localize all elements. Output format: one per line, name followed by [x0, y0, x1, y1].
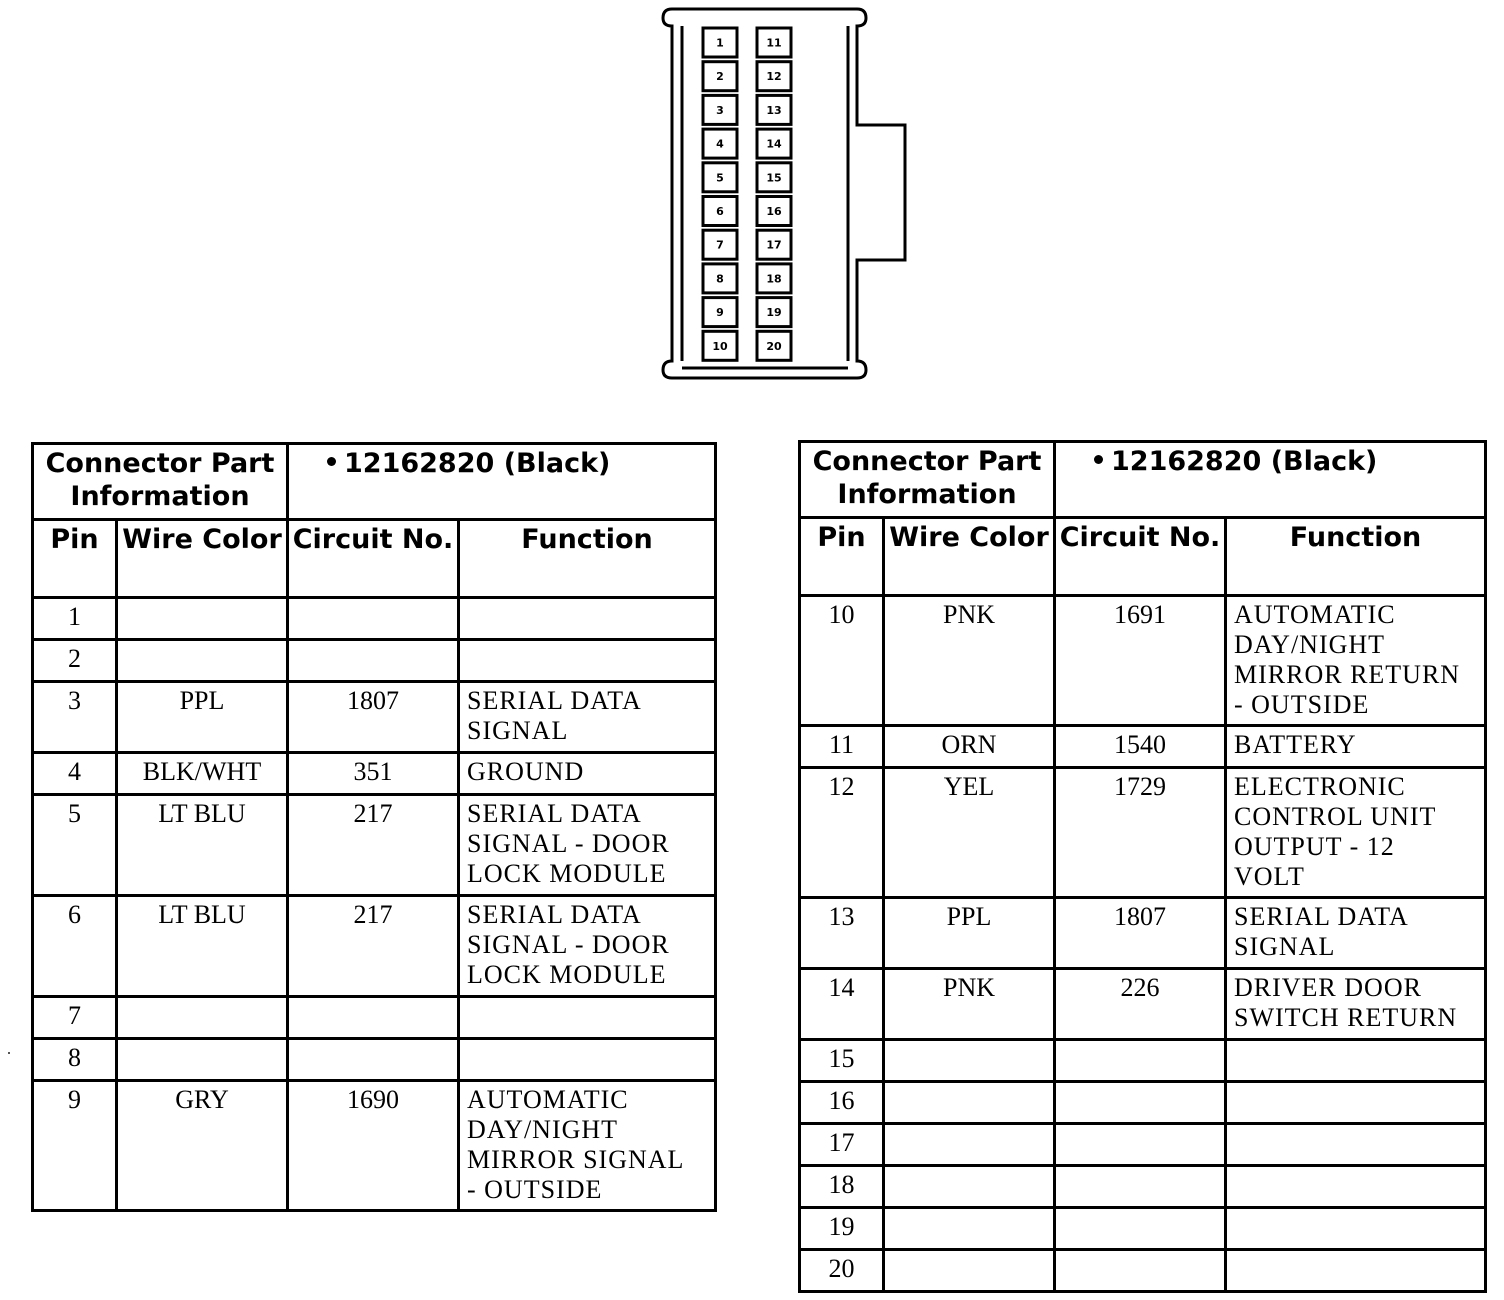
pin-number-label: 18 [766, 272, 782, 286]
table-body-right [800, 596, 1486, 1292]
part-number-text: 12162820 (Black) [1111, 446, 1378, 477]
pin-number-label: 13 [766, 103, 782, 117]
pin-cell: 6 [33, 896, 117, 997]
table-row [33, 682, 716, 753]
pin-cavity-18 [757, 264, 791, 293]
circuit-no-cell: 1540 [1055, 726, 1226, 768]
function-cell: SERIAL DATA SIGNAL - DOOR LOCK MODULE [459, 896, 716, 997]
pin-number-label: 10 [712, 339, 728, 353]
pin-cavity-16 [757, 197, 791, 226]
pin-number-label: 1 [716, 36, 724, 50]
pin-cell: 17 [800, 1124, 884, 1166]
pin-number-label: 8 [716, 272, 724, 286]
pinout-table-right [798, 440, 1487, 1293]
pin-cell: 7 [33, 997, 117, 1039]
pin-cell: 8 [33, 1039, 117, 1081]
wire-color-cell [117, 1039, 288, 1081]
part-info-label: Connector Part Information [800, 442, 1055, 518]
pin-cell: 2 [33, 640, 117, 682]
table-row [800, 1166, 1486, 1208]
pin-cavity-11 [757, 28, 791, 57]
function-cell [1226, 1124, 1486, 1166]
table-row [800, 1250, 1486, 1292]
pin-number-label: 15 [766, 171, 782, 185]
circuit-no-cell [288, 598, 459, 640]
pin-number-label: 16 [766, 205, 782, 218]
part-number-text: 12162820 (Black) [344, 448, 611, 479]
circuit-no-cell: 1691 [1055, 596, 1226, 726]
col-header-circuit-no: Circuit No. [1055, 518, 1226, 596]
wire-color-cell [117, 598, 288, 640]
wire-color-cell: ORN [884, 726, 1055, 768]
pin-cavity-2 [703, 62, 737, 91]
bullet-icon [1094, 455, 1103, 464]
pin-cavity-5 [703, 163, 737, 192]
scan-speck [8, 1052, 10, 1054]
table-row [800, 1040, 1486, 1082]
col-header-function: Function [459, 520, 716, 598]
circuit-no-cell [288, 640, 459, 682]
part-number [288, 444, 716, 520]
wire-color-cell: LT BLU [117, 896, 288, 997]
pin-number-label: 9 [716, 306, 724, 320]
pin-number-label: 11 [766, 36, 782, 50]
pin-number-label: 3 [716, 103, 724, 117]
pin-cavity-3 [703, 95, 737, 124]
function-cell: ELECTRONIC CONTROL UNIT OUTPUT - 12 VOLT [1226, 768, 1486, 898]
pin-cavity-14 [757, 129, 791, 158]
function-cell: GROUND [459, 753, 716, 795]
function-cell [1226, 1040, 1486, 1082]
table-row [800, 768, 1486, 898]
function-cell: SERIAL DATA SIGNAL [459, 682, 716, 753]
pin-cell: 16 [800, 1082, 884, 1124]
table-row [800, 898, 1486, 969]
circuit-no-cell [1055, 1040, 1226, 1082]
wire-color-cell: PNK [884, 969, 1055, 1040]
circuit-no-cell [1055, 1250, 1226, 1292]
circuit-no-cell: 1807 [288, 682, 459, 753]
table-row [33, 640, 716, 682]
wire-color-cell [117, 640, 288, 682]
pin-cell: 11 [800, 726, 884, 768]
function-cell: DRIVER DOOR SWITCH RETURN [1226, 969, 1486, 1040]
table-row [33, 598, 716, 640]
circuit-no-cell [1055, 1124, 1226, 1166]
function-cell: AUTOMATIC DAY/NIGHT MIRROR RETURN - OUTSIDE [1226, 596, 1486, 726]
circuit-no-cell: 217 [288, 795, 459, 896]
pin-cavity-20 [757, 331, 791, 360]
circuit-no-cell: 1807 [1055, 898, 1226, 969]
col-header-pin: Pin [800, 518, 884, 596]
pin-number-label: 7 [716, 238, 724, 252]
table-row [800, 1082, 1486, 1124]
pin-cavity-7 [703, 230, 737, 259]
function-cell [1226, 1250, 1486, 1292]
circuit-no-cell: 217 [288, 896, 459, 997]
pinout-table-left [31, 442, 717, 1212]
pin-cavity-17 [757, 230, 791, 259]
wire-color-cell [884, 1250, 1055, 1292]
pin-cell: 1 [33, 598, 117, 640]
col-header-wire-color: Wire Color [117, 520, 288, 598]
function-cell [1226, 1208, 1486, 1250]
circuit-no-cell [1055, 1166, 1226, 1208]
part-number [1055, 442, 1486, 518]
circuit-no-cell: 351 [288, 753, 459, 795]
bullet-icon [327, 457, 336, 466]
wire-color-cell: PPL [884, 898, 1055, 969]
part-info-label: Connector Part Information [33, 444, 288, 520]
table-row [33, 997, 716, 1039]
table-row [800, 1208, 1486, 1250]
pin-cell: 3 [33, 682, 117, 753]
function-cell [1226, 1082, 1486, 1124]
pin-cavity-10 [703, 331, 737, 360]
function-cell: AUTOMATIC DAY/NIGHT MIRROR SIGNAL - OUTSIDE [459, 1081, 716, 1211]
pin-cavities [703, 28, 791, 360]
pin-number-label: 4 [716, 137, 724, 151]
function-cell: SERIAL DATA SIGNAL [1226, 898, 1486, 969]
pin-cavity-15 [757, 163, 791, 192]
table-row [33, 1039, 716, 1081]
pin-cavity-9 [703, 298, 737, 327]
wire-color-cell: BLK/WHT [117, 753, 288, 795]
col-header-pin: Pin [33, 520, 117, 598]
pin-cell: 15 [800, 1040, 884, 1082]
pin-number-label: 6 [716, 205, 724, 218]
circuit-no-cell: 226 [1055, 969, 1226, 1040]
wire-color-cell: LT BLU [117, 795, 288, 896]
pin-cavity-19 [757, 298, 791, 327]
circuit-no-cell [288, 1039, 459, 1081]
circuit-no-cell [1055, 1208, 1226, 1250]
function-cell [1226, 1166, 1486, 1208]
function-cell [459, 598, 716, 640]
pin-cell: 19 [800, 1208, 884, 1250]
pin-cavity-4 [703, 129, 737, 158]
pin-cavity-1 [703, 28, 737, 57]
wire-color-cell: YEL [884, 768, 1055, 898]
wire-color-cell: PNK [884, 596, 1055, 726]
table-row [33, 753, 716, 795]
pin-cavity-8 [703, 264, 737, 293]
circuit-no-cell: 1729 [1055, 768, 1226, 898]
pin-cell: 9 [33, 1081, 117, 1211]
wire-color-cell [884, 1208, 1055, 1250]
pin-cell: 5 [33, 795, 117, 896]
pin-number-label: 2 [716, 70, 724, 84]
pin-cell: 18 [800, 1166, 884, 1208]
table-row [33, 795, 716, 896]
pin-cell: 14 [800, 969, 884, 1040]
wire-color-cell [884, 1082, 1055, 1124]
function-cell [459, 1039, 716, 1081]
wire-color-cell [884, 1040, 1055, 1082]
table-body-left [33, 598, 716, 1211]
connector-outline [663, 9, 905, 378]
pin-number-label: 5 [716, 171, 724, 185]
pin-cell: 4 [33, 753, 117, 795]
table-row [33, 1081, 716, 1211]
col-header-function: Function [1226, 518, 1486, 596]
pin-cavity-12 [757, 62, 791, 91]
pin-cell: 13 [800, 898, 884, 969]
function-cell [459, 640, 716, 682]
function-cell: BATTERY [1226, 726, 1486, 768]
table-row [800, 596, 1486, 726]
table-row [800, 969, 1486, 1040]
table-row [33, 896, 716, 997]
pin-number-label: 19 [766, 306, 782, 320]
function-cell: SERIAL DATA SIGNAL - DOOR LOCK MODULE [459, 795, 716, 896]
table-row [800, 726, 1486, 768]
pin-cavity-13 [757, 95, 791, 124]
connector-diagram [0, 0, 1504, 400]
col-header-wire-color: Wire Color [884, 518, 1055, 596]
pin-cell: 20 [800, 1250, 884, 1292]
pin-number-label: 17 [766, 238, 782, 252]
pin-cell: 10 [800, 596, 884, 726]
circuit-no-cell [288, 997, 459, 1039]
pin-cell: 12 [800, 768, 884, 898]
wire-color-cell [117, 997, 288, 1039]
wire-color-cell: PPL [117, 682, 288, 753]
wire-color-cell [884, 1124, 1055, 1166]
table-row [800, 1124, 1486, 1166]
pin-number-label: 14 [766, 137, 782, 151]
circuit-no-cell [1055, 1082, 1226, 1124]
wire-color-cell [884, 1166, 1055, 1208]
col-header-circuit-no: Circuit No. [288, 520, 459, 598]
pin-number-label: 20 [766, 339, 782, 353]
function-cell [459, 997, 716, 1039]
circuit-no-cell: 1690 [288, 1081, 459, 1211]
wire-color-cell: GRY [117, 1081, 288, 1211]
pin-cavity-6 [703, 197, 737, 226]
pin-number-label: 12 [766, 70, 782, 84]
